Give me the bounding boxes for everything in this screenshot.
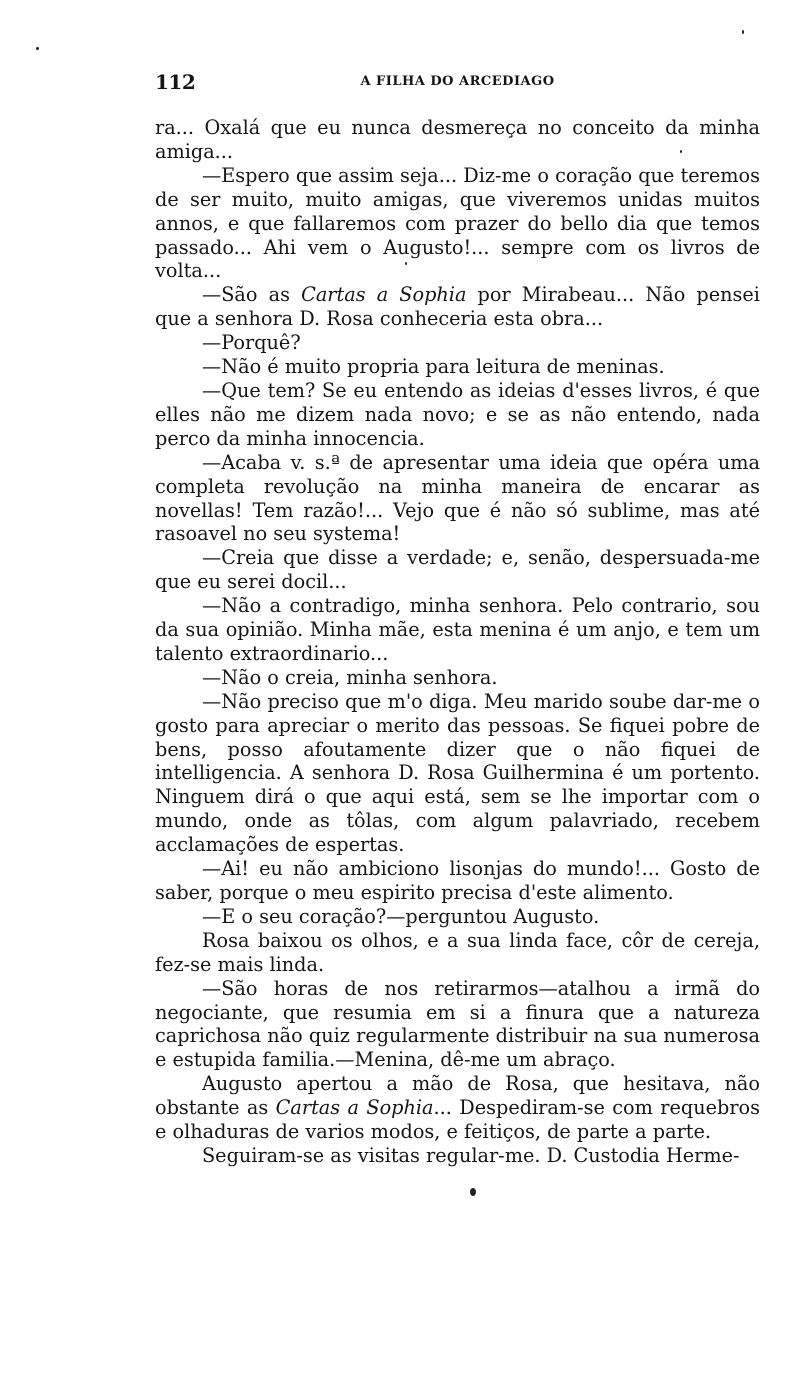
italic-title: Cartas a Sophia (301, 283, 467, 307)
paragraph: —Ai! eu não ambiciono lisonjas do mundo!... Gosto de saber, porque o meu espirito precisa d'este alimento. (155, 857, 760, 904)
paragraph: —Creia que disse a verdade; e, senão, despersuada-me que eu serei docil... (155, 546, 760, 594)
paragraph: —Não a contradigo, minha senhora. Pelo contrario, sou da sua opinião. Minha mãe, esta menina é um anjo, e tem um talento extraordinario... (155, 594, 760, 665)
paragraph: —Espero que assim seja... Diz-me o coração que teremos de ser muito, muito amigas, que viveremos unidas muitos annos, e que fallaremos com prazer do bello dia que temos passado... Ahi vem o Augusto!... sempre com os livros de volta... (155, 163, 760, 283)
italic-title: Cartas a Sophia (275, 1096, 434, 1120)
paragraph: —São as Cartas a Sophia por Mirabeau... Não pensei que a senhora D. Rosa conheceria esta obra... (155, 283, 760, 331)
print-speck (405, 262, 407, 265)
paragraph: —Não o creia, minha senhora. (202, 665, 498, 689)
paragraph: Augusto apertou a mão de Rosa, que hesitava, não obstante as Cartas a Sophia... Despediram-se com requebros e olhaduras de varios modos, e feitiços, de parte a parte. (155, 1072, 760, 1144)
paragraph: Rosa baixou os olhos, e a sua linda face, côr de cereja, fez-se mais linda. (155, 928, 760, 976)
page-number: 112 (155, 70, 196, 94)
paragraph: —Acaba v. s.ª de apresentar uma ideia que opéra uma completa revolução na minha maneira de encarar as novellas! Tem razão!... Vejo que é não só sublime, mas até rasoavel no seu systema! (155, 450, 760, 546)
paragraph: —Não preciso que m'o diga. Meu marido soube dar-me o gosto para apreciar o merito das pessoas. Se fiquei pobre de bens, posso afoutamente dizer que o não fiquei de intelligencia. A senhora D. Rosa Guilhermina é um portento. Ninguem dirá o que aqui está, sem se lhe importar com o mundo, onde as tôlas, com algum palavriado, recebem acclamações de espertas. (155, 689, 760, 857)
print-speck (680, 150, 682, 153)
page-header (155, 70, 760, 98)
paragraph: —Que tem? Se eu entendo as ideias d'esses livros, é que elles não me dizem nada novo; e se as não entendo, nada perco da minha innocencia. (155, 378, 760, 450)
paragraph: —Não é muito propria para leitura de meninas. (202, 355, 665, 379)
paragraph: Seguiram-se as visitas regular-me. D. Custodia Herme- (202, 1143, 740, 1167)
text-body (155, 116, 760, 1168)
paragraph: —São horas de nos retirarmos—atalhou a irmã do negociante, que resumia em si a finura que a natureza caprichosa não quiz regularmente distribuir na sua numerosa e estupida familia.—Menina, dê-me um abraço. (155, 976, 760, 1072)
print-speck (36, 47, 39, 50)
paragraph: —Porquê? (202, 331, 301, 355)
print-speck (470, 1188, 476, 1196)
print-speck (742, 30, 744, 34)
paragraph: —E o seu coração?—perguntou Augusto. (202, 904, 600, 928)
paragraph: ra... Oxalá que eu nunca desmereça no conceito da minha amiga... (155, 116, 760, 163)
running-title: A FILHA DO ARCEDIAGO (360, 74, 555, 89)
